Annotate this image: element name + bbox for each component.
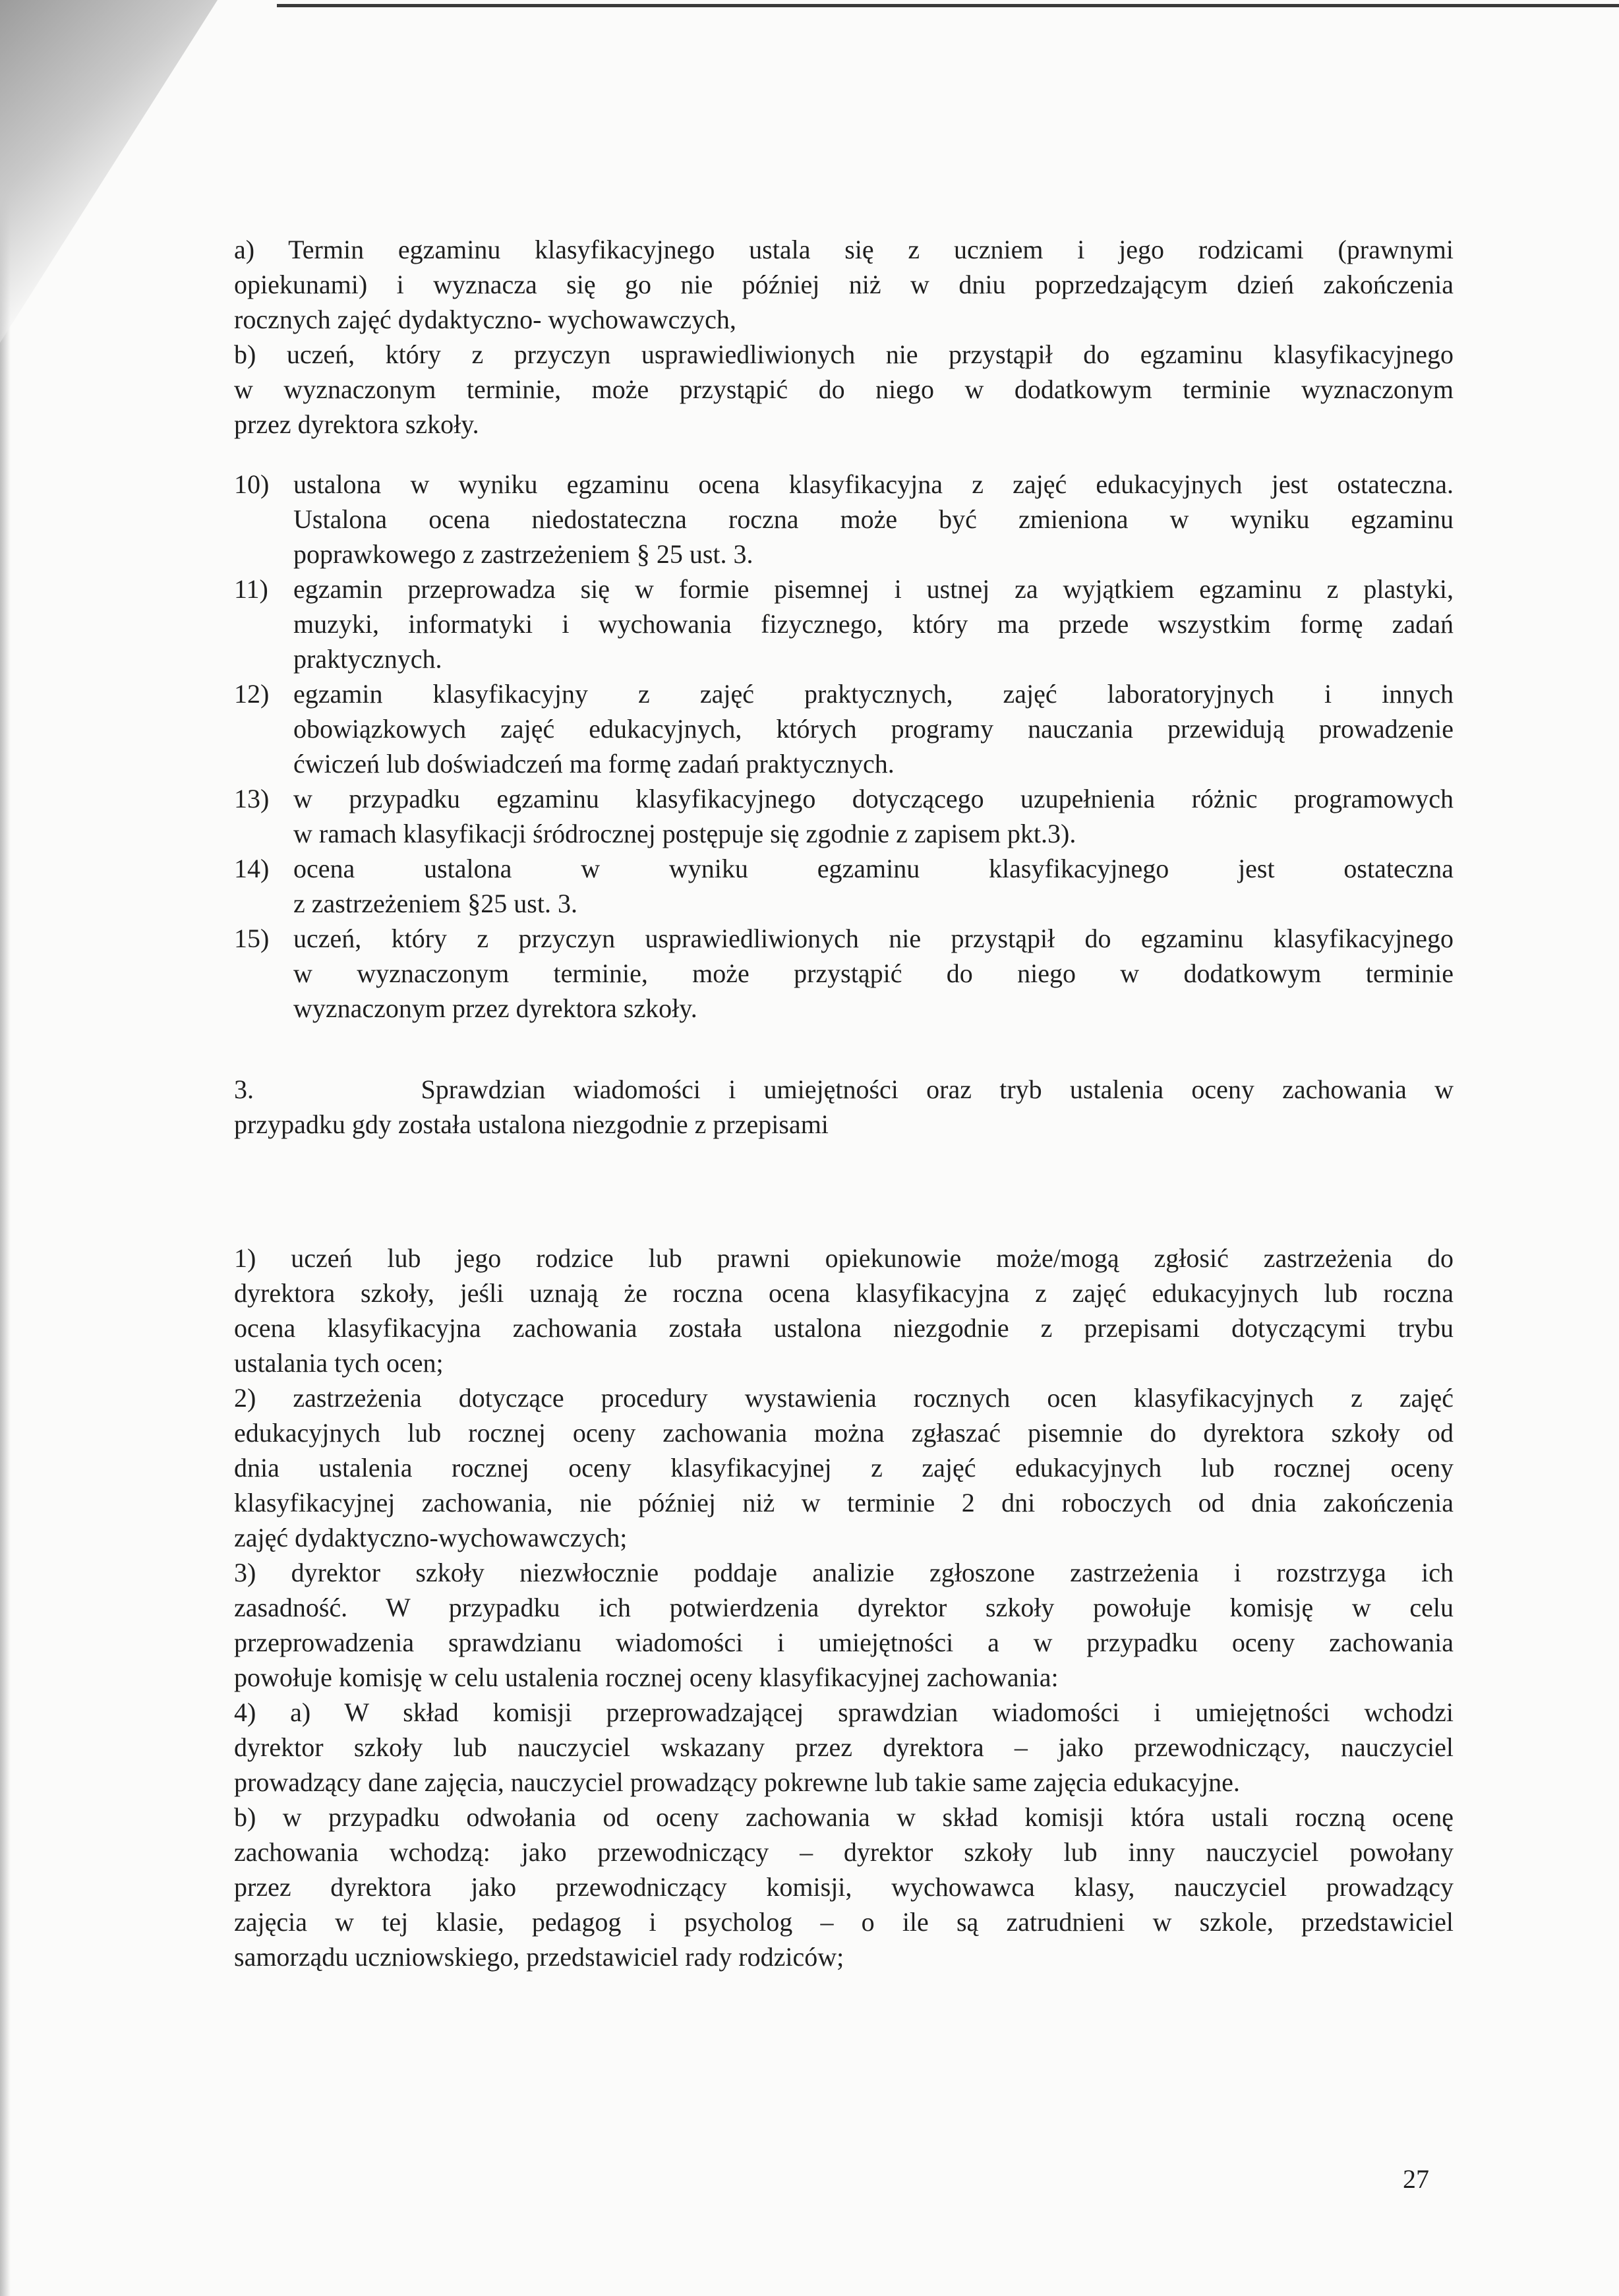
text-line: opiekunami) i wyznacza się go nie później niż w dniu poprzedzającym dzień zakończenia [234,270,1454,299]
list-item-15 [234,921,1454,1026]
text-line: zachowania wchodzą: jako przewodniczący – dyrektor szkoły lub inny nauczyciel powołany [234,1837,1454,1867]
point-1 [234,1241,1454,1380]
item-number: 10) [234,469,270,499]
text-line: zajęcia w tej klasie, pedagog i psycholog – o ile są zatrudnieni w szkole, przedstawiciel [234,1907,1454,1937]
text-line: z zastrzeżeniem §25 ust. 3. [293,889,577,918]
text-line [234,1072,1454,1107]
text-line: zajęć dydaktyczno-wychowawczych; [234,1523,628,1552]
item-number: 14) [234,854,270,883]
text-line: praktycznych. [293,644,442,674]
text-line: a) Termin egzaminu klasyfikacyjnego ustala się z uczniem i jego rodzicami (prawnymi [234,235,1454,264]
text-line: ustalania tych ocen; [234,1348,444,1378]
point-3 [234,1555,1454,1695]
text-line: Ustalona ocena niedostateczna roczna może być zmieniona w wyniku egzaminu [293,504,1454,534]
item-number: 13) [234,784,270,813]
scan-corner-shadow [0,0,218,343]
text-line: samorządu uczniowskiego, przedstawiciel rady rodziców; [234,1942,844,1972]
point-4b [234,1800,1454,1974]
section-heading-3 [234,1072,1454,1142]
text-line: przez dyrektora jako przewodniczący komisji, wychowawca klasy, nauczyciel prowadzący [234,1872,1454,1902]
paragraph-a [234,232,1454,337]
text-line: ocena klasyfikacyjna zachowania została ustalona niezgodnie z przepisami dotyczącymi trybu [234,1313,1454,1343]
text-line: prowadzący dane zajęcia, nauczyciel prowadzący pokrewne lub takie same zajęcia edukacyjne. [234,1767,1240,1797]
text-line: przeprowadzenia sprawdzianu wiadomości i umiejętności a w przypadku oceny zachowania [234,1628,1454,1657]
list-item-13 [234,781,1454,851]
text-line: ćwiczeń lub doświadczeń ma formę zadań praktycznych. [293,749,895,779]
text-line: 3) dyrektor szkoły niezwłocznie poddaje analizie zgłoszone zastrzeżenia i rozstrzyga ich [234,1558,1454,1587]
text-line: 1) uczeń lub jego rodzice lub prawni opiekunowie może/mogą zgłosić zastrzeżenia do [234,1243,1454,1273]
list-item-12 [234,676,1454,781]
text-line: edukacyjnych lub rocznej oceny zachowania można zgłaszać pisemnie do dyrektora szkoły od [234,1418,1454,1448]
text-line: powołuje komisję w celu ustalenia rocznej oceny klasyfikacyjnej zachowania: [234,1663,1059,1692]
text-line: egzamin przeprowadza się w formie pisemnej i ustnej za wyjątkiem egzaminu z plastyki, [293,574,1454,604]
text-line: dyrektor szkoły lub nauczyciel wskazany przez dyrektora – jako przewodniczący, nauczyciel [234,1732,1454,1762]
text-line: obowiązkowych zajęć edukacyjnych, których programy nauczania przewidują prowadzenie [293,714,1454,744]
text-line: b) w przypadku odwołania od oceny zachowania w skład komisji która ustali roczną ocenę [234,1802,1454,1832]
text-line: w ramach klasyfikacji śródrocznej postępuje się zgodnie z zapisem pkt.3). [293,819,1076,848]
point-4a [234,1695,1454,1800]
text-line: przez dyrektora szkoły. [234,409,479,439]
section-title-line: Sprawdzian wiadomości i umiejętności oraz tryb ustalenia oceny zachowania w [421,1074,1454,1104]
text-line: w przypadku egzaminu klasyfikacyjnego dotyczącego uzupełnienia różnic programowych [293,784,1454,813]
text-line: klasyfikacyjnej zachowania, nie później niż w terminie 2 dni roboczych od dnia zakończenia [234,1488,1454,1517]
scan-edge-shadow [0,0,11,2296]
text-line: 2) zastrzeżenia dotyczące procedury wystawienia rocznych ocen klasyfikacyjnych z zajęć [234,1383,1454,1413]
paragraph-b [234,337,1454,442]
text-line: przypadku gdy została ustalona niezgodnie z przepisami [234,1109,829,1139]
text-line: muzyki, informatyki i wychowania fizycznego, który ma przede wszystkim formę zadań [293,609,1454,639]
text-line: ocena ustalona w wyniku egzaminu klasyfikacyjnego jest ostateczna [293,854,1454,883]
section-number: 3. [234,1074,254,1104]
list-item-11 [234,572,1454,676]
page-number: 27 [1403,2164,1429,2194]
top-rule [277,4,1619,7]
text-line: egzamin klasyfikacyjny z zajęć praktycznych, zajęć laboratoryjnych i innych [293,679,1454,709]
item-number: 12) [234,679,270,709]
text-line: dyrektora szkoły, jeśli uznają że roczna ocena klasyfikacyjna z zajęć edukacyjnych lub roczna [234,1278,1454,1308]
text-line: ustalona w wyniku egzaminu ocena klasyfikacyjna z zajęć edukacyjnych jest ostateczna. [293,469,1454,499]
list-item-14 [234,851,1454,921]
text-line: uczeń, który z przyczyn usprawiedliwionych nie przystąpił do egzaminu klasyfikacyjnego [293,924,1454,953]
document-body [234,232,1454,1974]
item-number: 15) [234,924,270,953]
text-line: poprawkowego z zastrzeżeniem § 25 ust. 3. [293,539,753,569]
text-line: 4) a) W skład komisji przeprowadzającej sprawdzian wiadomości i umiejętności wchodzi [234,1697,1454,1727]
text-line: zasadność. W przypadku ich potwierdzenia dyrektor szkoły powołuje komisję w celu [234,1593,1454,1622]
list-item-10 [234,467,1454,572]
text-line: wyznaczonym przez dyrektora szkoły. [293,993,697,1023]
point-2 [234,1380,1454,1555]
text-line: rocznych zajęć dydaktyczno- wychowawczych, [234,305,736,334]
text-line: w wyznaczonym terminie, może przystąpić do niego w dodatkowym terminie [293,958,1454,988]
text-line: b) uczeń, który z przyczyn usprawiedliwionych nie przystąpił do egzaminu klasyfikacyjnego [234,339,1454,369]
text-line: dnia ustalenia rocznej oceny klasyfikacyjnej z zajęć edukacyjnych lub rocznej oceny [234,1453,1454,1483]
item-number: 11) [234,574,268,604]
text-line: w wyznaczonym terminie, może przystąpić do niego w dodatkowym terminie wyznaczonym [234,374,1454,404]
